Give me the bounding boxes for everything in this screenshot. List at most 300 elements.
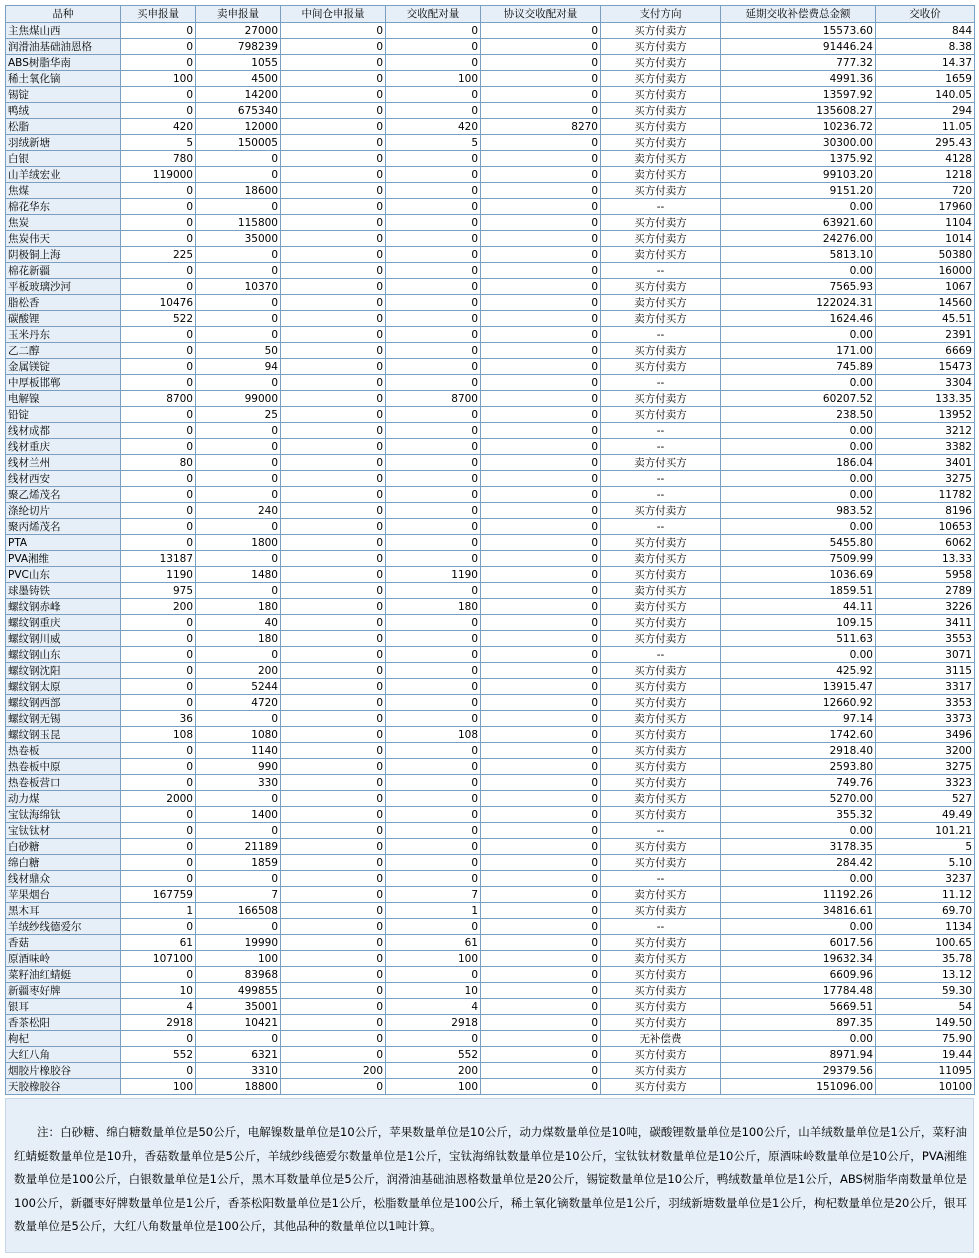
cell-delivery-price: 10100 (876, 1079, 975, 1095)
table-row (6, 55, 975, 71)
cell-intermediate-declared: 0 (281, 279, 386, 295)
cell-compensation-total: 13597.92 (721, 87, 876, 103)
cell-compensation-total: 1624.46 (721, 311, 876, 327)
cell-intermediate-declared: 0 (281, 167, 386, 183)
cell-intermediate-declared: 0 (281, 311, 386, 327)
cell-buy-declared: 0 (121, 55, 196, 71)
cell-delivery-price: 1659 (876, 71, 975, 87)
cell-compensation-total: 13915.47 (721, 679, 876, 695)
cell-buy-declared: 13187 (121, 551, 196, 567)
cell-payment-direction: -- (601, 519, 721, 535)
cell-matched: 0 (386, 775, 481, 791)
cell-delivery-price: 5 (876, 839, 975, 855)
cell-matched: 0 (386, 327, 481, 343)
cell-variety: 棉花华东 (6, 199, 121, 215)
cell-delivery-price: 3317 (876, 679, 975, 695)
cell-buy-declared: 0 (121, 775, 196, 791)
cell-sell-declared: 675340 (196, 103, 281, 119)
cell-buy-declared: 0 (121, 759, 196, 775)
cell-intermediate-declared: 0 (281, 23, 386, 39)
header-payment-direction: 支付方向 (601, 6, 721, 23)
cell-agreement-matched: 0 (481, 167, 601, 183)
table-row (6, 1047, 975, 1063)
cell-variety: 棉花新疆 (6, 263, 121, 279)
cell-variety: 新疆枣好牌 (6, 983, 121, 999)
table-row (6, 295, 975, 311)
cell-agreement-matched: 0 (481, 135, 601, 151)
cell-buy-declared: 100 (121, 71, 196, 87)
cell-payment-direction: 买方付卖方 (601, 679, 721, 695)
cell-agreement-matched: 0 (481, 471, 601, 487)
cell-variety: 螺纹钢太原 (6, 679, 121, 695)
cell-variety: 线材鼎众 (6, 871, 121, 887)
cell-sell-declared: 1800 (196, 535, 281, 551)
table-row (6, 39, 975, 55)
cell-agreement-matched: 0 (481, 375, 601, 391)
table-row (6, 263, 975, 279)
cell-compensation-total: 745.89 (721, 359, 876, 375)
cell-payment-direction: 无补偿费 (601, 1031, 721, 1047)
cell-compensation-total: 0.00 (721, 823, 876, 839)
cell-compensation-total: 7509.99 (721, 551, 876, 567)
cell-sell-declared: 1140 (196, 743, 281, 759)
cell-sell-declared: 6321 (196, 1047, 281, 1063)
table-row (6, 775, 975, 791)
cell-compensation-total: 7565.93 (721, 279, 876, 295)
cell-delivery-price: 17960 (876, 199, 975, 215)
cell-delivery-price: 4128 (876, 151, 975, 167)
cell-matched: 0 (386, 103, 481, 119)
header-buy-declared: 买申报量 (121, 6, 196, 23)
cell-buy-declared: 0 (121, 519, 196, 535)
cell-agreement-matched: 0 (481, 455, 601, 471)
cell-compensation-total: 0.00 (721, 871, 876, 887)
cell-matched: 100 (386, 951, 481, 967)
cell-intermediate-declared: 0 (281, 215, 386, 231)
cell-agreement-matched: 0 (481, 775, 601, 791)
cell-intermediate-declared: 0 (281, 487, 386, 503)
cell-variety: 大红八角 (6, 1047, 121, 1063)
cell-buy-declared: 2918 (121, 1015, 196, 1031)
table-row (6, 455, 975, 471)
cell-delivery-price: 3373 (876, 711, 975, 727)
cell-matched: 0 (386, 631, 481, 647)
cell-payment-direction: 买方付卖方 (601, 743, 721, 759)
cell-sell-declared: 19990 (196, 935, 281, 951)
cell-variety: 热卷板中原 (6, 759, 121, 775)
cell-intermediate-declared: 0 (281, 519, 386, 535)
cell-sell-declared: 1859 (196, 855, 281, 871)
cell-matched: 108 (386, 727, 481, 743)
cell-buy-declared: 420 (121, 119, 196, 135)
cell-agreement-matched: 0 (481, 1015, 601, 1031)
cell-intermediate-declared: 0 (281, 727, 386, 743)
cell-compensation-total: 29379.56 (721, 1063, 876, 1079)
cell-buy-declared: 2000 (121, 791, 196, 807)
cell-intermediate-declared: 0 (281, 807, 386, 823)
cell-agreement-matched: 0 (481, 423, 601, 439)
cell-variety: 乙二醇 (6, 343, 121, 359)
cell-intermediate-declared: 0 (281, 151, 386, 167)
cell-variety: 烟胶片橡胶谷 (6, 1063, 121, 1079)
cell-intermediate-declared: 0 (281, 535, 386, 551)
cell-sell-declared: 1480 (196, 567, 281, 583)
table-row (6, 167, 975, 183)
cell-payment-direction: 买方付卖方 (601, 855, 721, 871)
cell-buy-declared: 0 (121, 343, 196, 359)
cell-delivery-price: 3115 (876, 663, 975, 679)
cell-payment-direction: 买方付卖方 (601, 39, 721, 55)
cell-payment-direction: 买方付卖方 (601, 727, 721, 743)
cell-agreement-matched: 0 (481, 359, 601, 375)
cell-buy-declared: 0 (121, 215, 196, 231)
cell-delivery-price: 6062 (876, 535, 975, 551)
cell-compensation-total: 17784.48 (721, 983, 876, 999)
cell-compensation-total: 0.00 (721, 439, 876, 455)
cell-variety: 螺纹钢重庆 (6, 615, 121, 631)
cell-sell-declared: 0 (196, 167, 281, 183)
cell-delivery-price: 16000 (876, 263, 975, 279)
cell-matched: 0 (386, 231, 481, 247)
cell-intermediate-declared: 0 (281, 599, 386, 615)
cell-buy-declared: 0 (121, 487, 196, 503)
cell-agreement-matched: 0 (481, 23, 601, 39)
cell-delivery-price: 49.49 (876, 807, 975, 823)
cell-compensation-total: 97.14 (721, 711, 876, 727)
cell-payment-direction: 买方付卖方 (601, 631, 721, 647)
cell-compensation-total: 425.92 (721, 663, 876, 679)
cell-intermediate-declared: 0 (281, 791, 386, 807)
cell-variety: 香菇 (6, 935, 121, 951)
cell-delivery-price: 1067 (876, 279, 975, 295)
cell-matched: 200 (386, 1063, 481, 1079)
cell-delivery-price: 2789 (876, 583, 975, 599)
cell-agreement-matched: 0 (481, 663, 601, 679)
cell-variety: 热卷板营口 (6, 775, 121, 791)
cell-payment-direction: 买方付卖方 (601, 839, 721, 855)
cell-intermediate-declared: 0 (281, 327, 386, 343)
cell-sell-declared: 798239 (196, 39, 281, 55)
cell-variety: 白银 (6, 151, 121, 167)
cell-delivery-price: 1218 (876, 167, 975, 183)
cell-payment-direction: 卖方付买方 (601, 151, 721, 167)
cell-delivery-price: 3496 (876, 727, 975, 743)
cell-compensation-total: 2593.80 (721, 759, 876, 775)
cell-compensation-total: 238.50 (721, 407, 876, 423)
cell-compensation-total: 5669.51 (721, 999, 876, 1015)
cell-compensation-total: 151096.00 (721, 1079, 876, 1095)
cell-compensation-total: 0.00 (721, 375, 876, 391)
cell-delivery-price: 45.51 (876, 311, 975, 327)
cell-agreement-matched: 0 (481, 279, 601, 295)
cell-matched: 0 (386, 279, 481, 295)
cell-buy-declared: 0 (121, 231, 196, 247)
cell-compensation-total: 91446.24 (721, 39, 876, 55)
table-row (6, 791, 975, 807)
cell-sell-declared: 0 (196, 647, 281, 663)
cell-payment-direction: 卖方付买方 (601, 791, 721, 807)
cell-agreement-matched: 0 (481, 743, 601, 759)
cell-compensation-total: 5270.00 (721, 791, 876, 807)
cell-delivery-price: 59.30 (876, 983, 975, 999)
cell-buy-declared: 5 (121, 135, 196, 151)
cell-intermediate-declared: 0 (281, 263, 386, 279)
cell-payment-direction: 买方付卖方 (601, 71, 721, 87)
cell-sell-declared: 0 (196, 1031, 281, 1047)
header-compensation-total: 延期交收补偿费总金额 (721, 6, 876, 23)
cell-payment-direction: 买方付卖方 (601, 391, 721, 407)
cell-buy-declared: 0 (121, 679, 196, 695)
cell-variety: 锡锭 (6, 87, 121, 103)
table-row (6, 391, 975, 407)
cell-intermediate-declared: 0 (281, 455, 386, 471)
cell-variety: 山羊绒宏业 (6, 167, 121, 183)
cell-sell-declared: 10370 (196, 279, 281, 295)
cell-buy-declared: 0 (121, 1063, 196, 1079)
cell-agreement-matched: 0 (481, 711, 601, 727)
cell-agreement-matched: 0 (481, 71, 601, 87)
cell-buy-declared: 200 (121, 599, 196, 615)
table-row (6, 279, 975, 295)
cell-payment-direction: 卖方付买方 (601, 455, 721, 471)
cell-intermediate-declared: 0 (281, 903, 386, 919)
cell-delivery-price: 35.78 (876, 951, 975, 967)
cell-payment-direction: -- (601, 471, 721, 487)
cell-agreement-matched: 0 (481, 55, 601, 71)
table-row (6, 759, 975, 775)
cell-compensation-total: 0.00 (721, 487, 876, 503)
cell-matched: 0 (386, 823, 481, 839)
cell-sell-declared: 0 (196, 551, 281, 567)
cell-sell-declared: 990 (196, 759, 281, 775)
cell-agreement-matched: 0 (481, 823, 601, 839)
cell-sell-declared: 1055 (196, 55, 281, 71)
cell-delivery-price: 8.38 (876, 39, 975, 55)
cell-sell-declared: 240 (196, 503, 281, 519)
cell-sell-declared: 0 (196, 823, 281, 839)
cell-variety: 螺纹钢西部 (6, 695, 121, 711)
cell-agreement-matched: 0 (481, 935, 601, 951)
cell-matched: 0 (386, 855, 481, 871)
cell-matched: 0 (386, 407, 481, 423)
cell-sell-declared: 0 (196, 871, 281, 887)
cell-sell-declared: 0 (196, 295, 281, 311)
cell-buy-declared: 0 (121, 695, 196, 711)
cell-intermediate-declared: 0 (281, 375, 386, 391)
cell-payment-direction: -- (601, 919, 721, 935)
cell-agreement-matched: 0 (481, 903, 601, 919)
cell-matched: 0 (386, 519, 481, 535)
cell-compensation-total: 5813.10 (721, 247, 876, 263)
cell-intermediate-declared: 0 (281, 1015, 386, 1031)
cell-sell-declared: 27000 (196, 23, 281, 39)
cell-intermediate-declared: 0 (281, 951, 386, 967)
cell-delivery-price: 5958 (876, 567, 975, 583)
cell-buy-declared: 0 (121, 87, 196, 103)
cell-matched: 0 (386, 23, 481, 39)
cell-variety: 铅锭 (6, 407, 121, 423)
cell-agreement-matched: 0 (481, 631, 601, 647)
cell-compensation-total: 0.00 (721, 647, 876, 663)
cell-delivery-price: 11782 (876, 487, 975, 503)
cell-sell-declared: 7 (196, 887, 281, 903)
cell-delivery-price: 13.12 (876, 967, 975, 983)
cell-intermediate-declared: 0 (281, 231, 386, 247)
cell-agreement-matched: 0 (481, 1031, 601, 1047)
cell-matched: 0 (386, 583, 481, 599)
cell-buy-declared: 0 (121, 743, 196, 759)
cell-sell-declared: 200 (196, 663, 281, 679)
cell-compensation-total: 0.00 (721, 199, 876, 215)
table-row (6, 535, 975, 551)
table-row (6, 503, 975, 519)
cell-payment-direction: -- (601, 647, 721, 663)
cell-agreement-matched: 0 (481, 487, 601, 503)
cell-payment-direction: 买方付卖方 (601, 503, 721, 519)
cell-buy-declared: 0 (121, 471, 196, 487)
cell-matched: 0 (386, 919, 481, 935)
cell-matched: 552 (386, 1047, 481, 1063)
cell-agreement-matched: 0 (481, 103, 601, 119)
cell-buy-declared: 119000 (121, 167, 196, 183)
table-row (6, 231, 975, 247)
cell-payment-direction: 买方付卖方 (601, 119, 721, 135)
cell-payment-direction: 买方付卖方 (601, 231, 721, 247)
cell-matched: 0 (386, 87, 481, 103)
cell-compensation-total: 171.00 (721, 343, 876, 359)
cell-variety: 苹果烟台 (6, 887, 121, 903)
cell-intermediate-declared: 0 (281, 759, 386, 775)
table-header-row (6, 6, 975, 23)
cell-payment-direction: 买方付卖方 (601, 759, 721, 775)
cell-payment-direction: 买方付卖方 (601, 23, 721, 39)
cell-variety: 中厚板邯郸 (6, 375, 121, 391)
cell-matched: 0 (386, 487, 481, 503)
cell-buy-declared: 0 (121, 279, 196, 295)
cell-intermediate-declared: 0 (281, 103, 386, 119)
cell-sell-declared: 18800 (196, 1079, 281, 1095)
table-row (6, 967, 975, 983)
header-matched: 交收配对量 (386, 6, 481, 23)
cell-matched: 100 (386, 1079, 481, 1095)
table-row (6, 471, 975, 487)
cell-variety: 宝钛钛材 (6, 823, 121, 839)
cell-sell-declared: 10421 (196, 1015, 281, 1031)
cell-buy-declared: 10476 (121, 295, 196, 311)
table-row (6, 855, 975, 871)
cell-variety: PVA湘维 (6, 551, 121, 567)
cell-payment-direction: 卖方付买方 (601, 583, 721, 599)
cell-sell-declared: 0 (196, 583, 281, 599)
cell-compensation-total: 9151.20 (721, 183, 876, 199)
cell-agreement-matched: 0 (481, 1047, 601, 1063)
cell-variety: 聚乙烯茂名 (6, 487, 121, 503)
cell-buy-declared: 0 (121, 871, 196, 887)
cell-delivery-price: 6669 (876, 343, 975, 359)
cell-sell-declared: 50 (196, 343, 281, 359)
cell-intermediate-declared: 0 (281, 199, 386, 215)
cell-sell-declared: 1080 (196, 727, 281, 743)
cell-agreement-matched: 0 (481, 599, 601, 615)
cell-delivery-price: 3553 (876, 631, 975, 647)
cell-agreement-matched: 0 (481, 967, 601, 983)
cell-agreement-matched: 0 (481, 759, 601, 775)
cell-buy-declared: 522 (121, 311, 196, 327)
cell-intermediate-declared: 0 (281, 87, 386, 103)
cell-sell-declared: 166508 (196, 903, 281, 919)
cell-payment-direction: 卖方付买方 (601, 599, 721, 615)
table-row (6, 311, 975, 327)
table-row (6, 599, 975, 615)
cell-compensation-total: 15573.60 (721, 23, 876, 39)
cell-matched: 0 (386, 55, 481, 71)
cell-compensation-total: 983.52 (721, 503, 876, 519)
table-row (6, 343, 975, 359)
cell-matched: 180 (386, 599, 481, 615)
cell-payment-direction: -- (601, 263, 721, 279)
cell-matched: 0 (386, 167, 481, 183)
cell-buy-declared: 0 (121, 1031, 196, 1047)
cell-delivery-price: 3212 (876, 423, 975, 439)
cell-payment-direction: -- (601, 439, 721, 455)
cell-agreement-matched: 0 (481, 311, 601, 327)
cell-payment-direction: 买方付卖方 (601, 983, 721, 999)
cell-delivery-price: 69.70 (876, 903, 975, 919)
cell-payment-direction: -- (601, 327, 721, 343)
cell-buy-declared: 1190 (121, 567, 196, 583)
cell-sell-declared: 0 (196, 375, 281, 391)
cell-intermediate-declared: 0 (281, 823, 386, 839)
cell-matched: 0 (386, 263, 481, 279)
cell-agreement-matched: 0 (481, 263, 601, 279)
cell-variety: 动力煤 (6, 791, 121, 807)
table-row (6, 359, 975, 375)
cell-compensation-total: 0.00 (721, 919, 876, 935)
cell-intermediate-declared: 0 (281, 551, 386, 567)
cell-variety: 宝钛海绵钛 (6, 807, 121, 823)
cell-matched: 0 (386, 663, 481, 679)
cell-intermediate-declared: 0 (281, 919, 386, 935)
table-row (6, 583, 975, 599)
cell-payment-direction: 买方付卖方 (601, 775, 721, 791)
cell-compensation-total: 2918.40 (721, 743, 876, 759)
cell-compensation-total: 4991.36 (721, 71, 876, 87)
cell-buy-declared: 8700 (121, 391, 196, 407)
cell-delivery-price: 140.05 (876, 87, 975, 103)
cell-agreement-matched: 0 (481, 439, 601, 455)
cell-payment-direction: -- (601, 375, 721, 391)
cell-intermediate-declared: 0 (281, 407, 386, 423)
cell-delivery-price: 75.90 (876, 1031, 975, 1047)
cell-compensation-total: 109.15 (721, 615, 876, 631)
cell-intermediate-declared: 0 (281, 39, 386, 55)
cell-buy-declared: 0 (121, 919, 196, 935)
cell-sell-declared: 0 (196, 791, 281, 807)
cell-intermediate-declared: 0 (281, 391, 386, 407)
cell-compensation-total: 186.04 (721, 455, 876, 471)
table-row (6, 87, 975, 103)
cell-intermediate-declared: 0 (281, 1031, 386, 1047)
cell-matched: 0 (386, 551, 481, 567)
delivery-table-container (5, 5, 974, 1095)
cell-agreement-matched: 0 (481, 215, 601, 231)
cell-sell-declared: 99000 (196, 391, 281, 407)
table-row (6, 519, 975, 535)
cell-compensation-total: 0.00 (721, 519, 876, 535)
cell-matched: 0 (386, 759, 481, 775)
cell-matched: 8700 (386, 391, 481, 407)
cell-agreement-matched: 0 (481, 183, 601, 199)
